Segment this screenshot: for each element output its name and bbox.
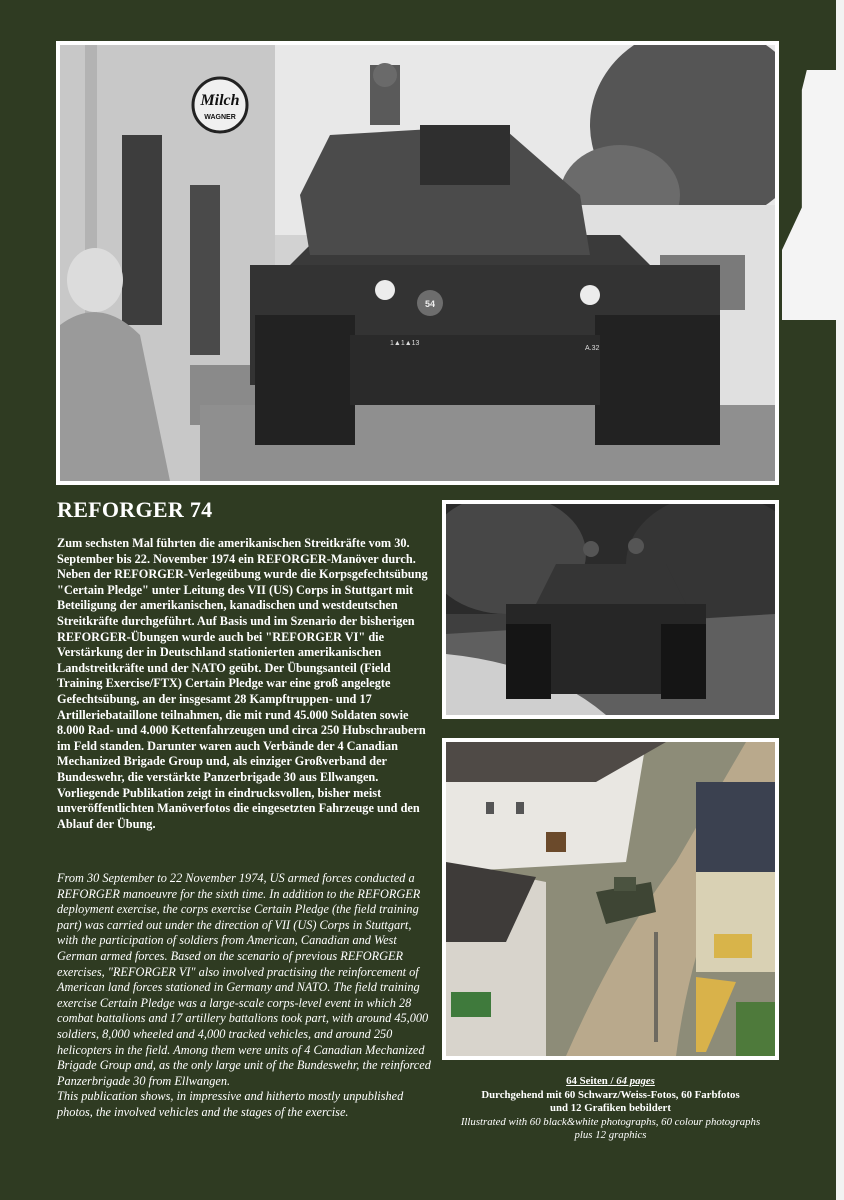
publication-info (442, 1075, 779, 1143)
illustration-info-de-2: und 12 Grafiken bebildert (550, 1102, 671, 1115)
photo-tank-village-street (56, 41, 779, 485)
tank-marking-right: A.32 (585, 345, 600, 352)
photo-aerial-color (442, 738, 779, 1060)
photo-tank-road-rear (442, 500, 779, 719)
body-text-english (57, 871, 433, 1121)
page-count-en: 64 pages (616, 1075, 655, 1087)
photo-bw2-image (446, 504, 775, 715)
sign-wagner: WAGNER (204, 114, 236, 121)
page-count-sep: / (607, 1075, 617, 1087)
photo-main-image (60, 45, 775, 481)
tank-marking-left: 1▲1▲13 (390, 340, 420, 347)
body-text-english-publication: This publication shows, in impressive and hitherto mostly unpublished photos, the involved vehicles and the stages of the exercise. (57, 1089, 404, 1119)
page-count-de: 64 Seiten (566, 1075, 608, 1087)
sign-milch: Milch (200, 92, 240, 109)
illustration-info-en-1: Illustrated with 60 black&white photographs, 60 colour photographs (460, 1115, 761, 1128)
illustration-info-de-1: Durchgehend mit 60 Schwarz/Weiss-Fotos, 60 Farbfotos (481, 1088, 740, 1101)
body-text-german (57, 536, 431, 832)
page-title: REFORGER 74 (57, 497, 213, 522)
page-count (442, 1075, 779, 1089)
illustration-info-en-2: plus 12 graphics (574, 1129, 647, 1142)
body-text-german-publication: Vorliegende Publikation zeigt in eindrucksvollen, bisher meist unveröffentlichten Manöverfotos die eingesetzten Fahrzeuge und den Ablauf der Übung. (57, 785, 420, 831)
cover-flap-shape (782, 70, 844, 320)
body-text-german-main: Zum sechsten Mal führten die amerikanischen Streitkräfte vom 30. September bis 22. November 1974 ein REFORGER-Manöver durch. Neben der REFORGER-Verlegeübung wurde die Korpsgefechtsübung "Certain Pledge" unter Leitung des VII (US) Corps in Stuttgart mit Beteiligung der amerikanischen, kanadischen und westdeutschen Streitkräfte durchgeführt. Auf Basis und im Szenario der bisherigen REFORGER-Übungen wurde auch bei "REFORGER VI" die Verstärkung der in Deutschland stationierten amerikanischen Landstreitkräfte und der NATO geübt. Der Übungsanteil (Field Training Exercise/FTX) Certain Pledge war eine groß angelegte Gefechtsübung, an der insgesamt 28 Kampftruppen- und 17 Artilleriebataillone teilnahmen, die mit rund 45.000 Soldaten sowie 8.000 Rad- und 4.000 Kettenfahrzeugen und circa 250 Hubschraubern im Feld standen. Darunter waren auch Verbände der 4 Canadian Mechanized Brigade Group und, als einziger Großverband der Bundeswehr, die verstärkte Panzerbrigade 30 aus Ellwangen. (57, 536, 428, 784)
photo-color-image (446, 742, 775, 1056)
tank-number: 54 (424, 299, 436, 309)
body-text-english-main: From 30 September to 22 November 1974, US armed forces conducted a REFORGER manoeuvre for the sixth time. In addition to the REFORGER deployment exercise, the corps exercise Certain Pledge (the field training part) was carried out under the direction of VII (US) Corps in Stuttgart, with the participation of soldiers from American, Canadian and West German armed forces. Based on the scenario of previous REFORGER exercises, "REFORGER VI" also involved practising the reinforcement of American land forces stationed in Germany and NATO. The field training exercise Certain Pledge was a large-scale corps-level event in which 28 combat battalions and 17 artillery battalions took part, with around 45,000 soldiers, 8,000 wheeled and 4,000 tracked vehicles, and around 250 helicopters in the field. Among them were units of 4 Canadian Mechanized Brigade Group and, as the only large unit of the Bundeswehr, the reinforced Panzerbrigade 30 from Ellwangen. (57, 871, 431, 1088)
